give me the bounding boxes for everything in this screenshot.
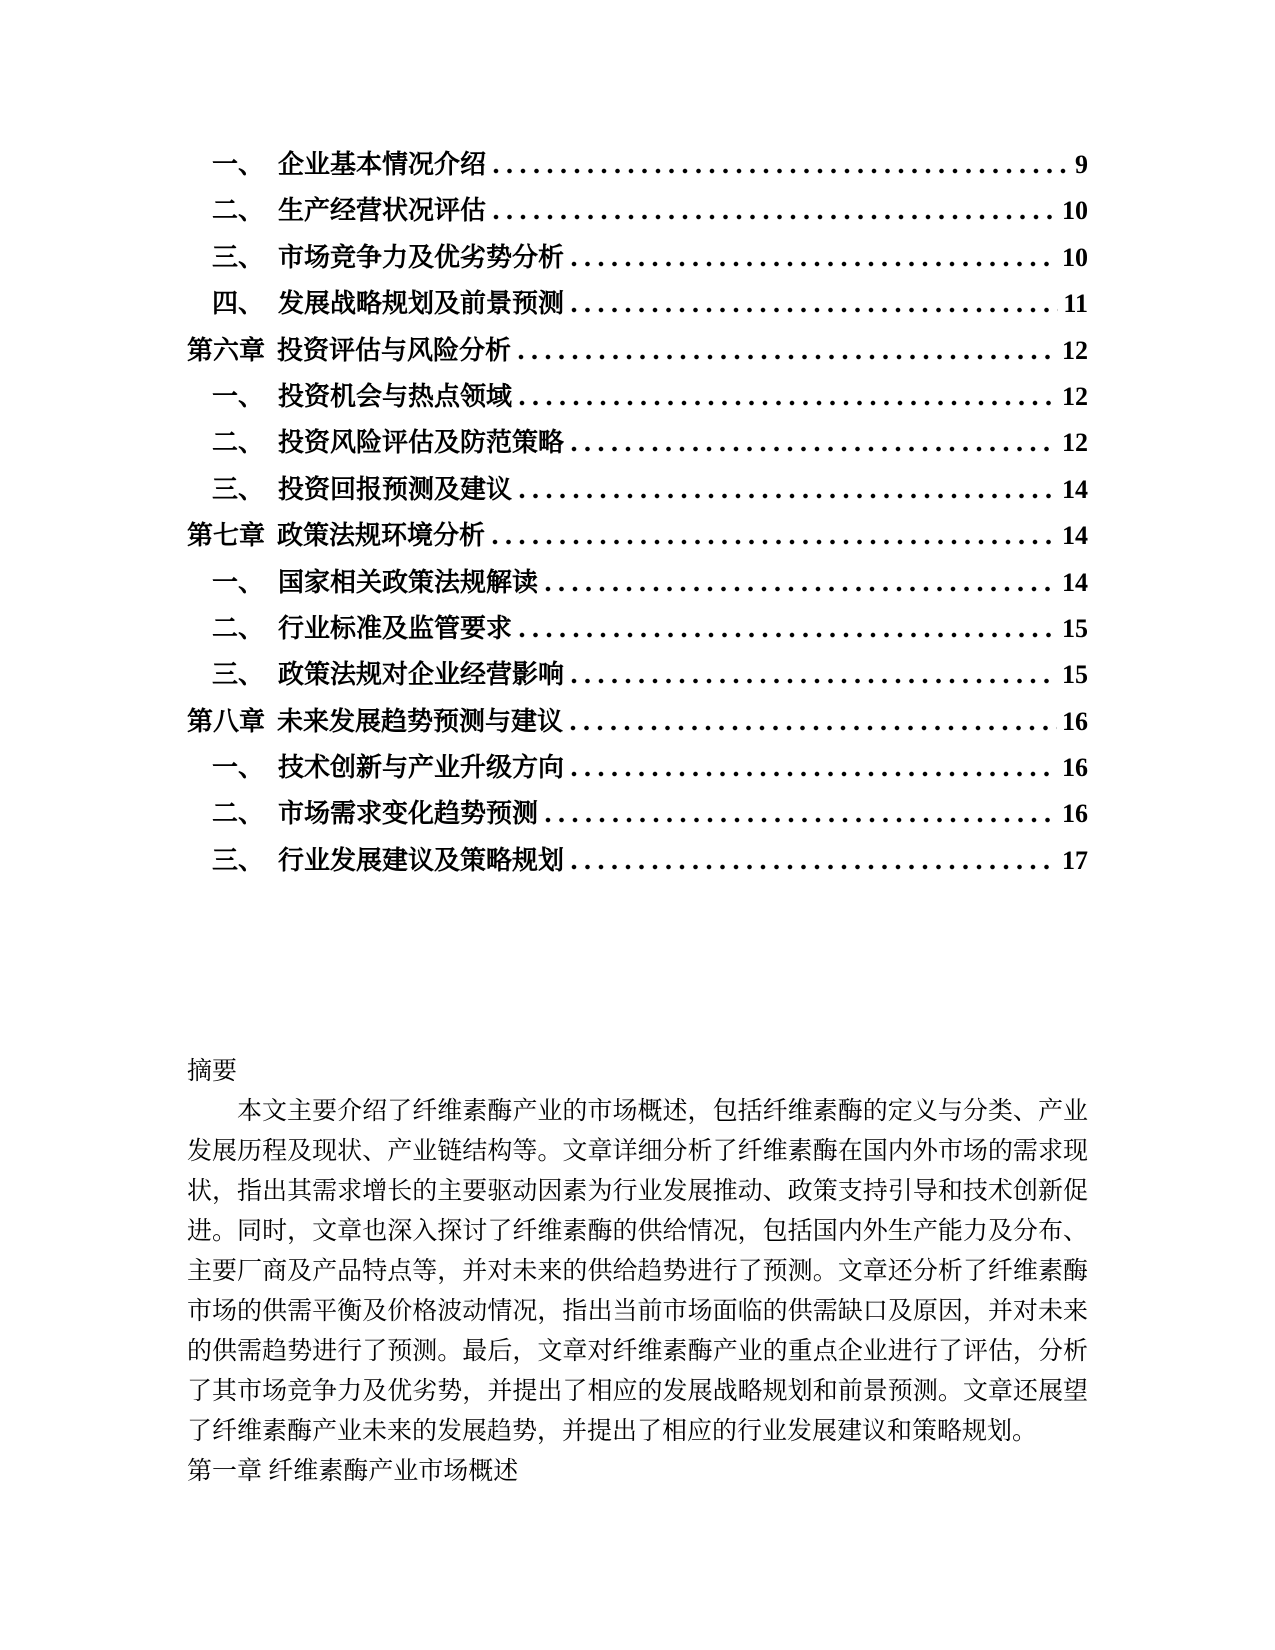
dot-leader — [516, 374, 1057, 420]
toc-entry-title: 生产经营状况评估 — [278, 196, 487, 226]
dot-leader — [490, 188, 1057, 234]
toc-entry-page: 11 — [1063, 289, 1088, 319]
toc-entry[interactable] — [187, 652, 1088, 698]
toc-entry-title: 行业标准及监管要求 — [278, 613, 513, 643]
dot-leader — [515, 328, 1057, 374]
toc-entry-title: 政策法规环境分析 — [277, 521, 486, 551]
toc-entry[interactable] — [187, 606, 1088, 652]
dot-leader — [568, 745, 1057, 791]
toc-entry-number: 四、 — [212, 289, 265, 319]
dot-leader — [542, 791, 1057, 837]
toc-entry-page: 14 — [1062, 567, 1088, 597]
dot-leader — [568, 420, 1057, 466]
toc-entry-number: 二、 — [212, 428, 265, 458]
toc-entry-title: 投资评估与风险分析 — [277, 335, 512, 365]
toc-entry[interactable] — [187, 142, 1088, 188]
dot-leader — [568, 838, 1057, 884]
dot-leader — [568, 652, 1057, 698]
toc-entry[interactable] — [187, 281, 1088, 327]
toc-entry-number: 三、 — [212, 242, 265, 272]
page-content — [187, 0, 1088, 1492]
dot-leader — [516, 467, 1057, 513]
dot-leader — [542, 560, 1057, 606]
toc-entry-title: 市场竞争力及优劣势分析 — [278, 242, 565, 272]
toc-entry-title: 投资风险评估及防范策略 — [278, 428, 565, 458]
toc-entry-page: 15 — [1062, 613, 1088, 643]
abstract-section — [187, 1052, 1088, 1492]
toc-entry-number: 三、 — [212, 845, 265, 875]
toc-entry-number: 一、 — [212, 150, 265, 179]
toc-entry-title: 投资机会与热点领域 — [278, 381, 513, 411]
toc-entry-page: 15 — [1062, 660, 1088, 690]
toc-entry-page: 14 — [1062, 474, 1088, 504]
toc-entry-page: 16 — [1062, 799, 1088, 829]
toc-entry-number: 第八章 — [187, 706, 266, 736]
toc-entry-number: 第六章 — [187, 335, 266, 365]
toc-entry[interactable] — [187, 467, 1088, 513]
toc-entry-page: 9 — [1075, 150, 1088, 179]
toc-entry-title: 政策法规对企业经营影响 — [278, 660, 565, 690]
toc-entry-number: 二、 — [212, 196, 265, 226]
toc-entry-title: 企业基本情况介绍 — [278, 150, 487, 179]
toc-entry[interactable] — [187, 560, 1088, 606]
dot-leader — [489, 513, 1057, 559]
dot-leader — [568, 281, 1058, 327]
chapter-one-heading: 第一章 纤维素酶产业市场概述 — [187, 1458, 519, 1486]
toc-entry-number: 二、 — [212, 613, 265, 643]
toc-entry-page: 16 — [1062, 753, 1088, 783]
toc-entry-page: 12 — [1062, 335, 1088, 365]
toc-entry-page: 12 — [1062, 428, 1088, 458]
toc-entry-number: 三、 — [212, 474, 265, 504]
toc-entry-title: 发展战略规划及前景预测 — [278, 289, 565, 319]
toc-entry-title: 行业发展建议及策略规划 — [278, 845, 565, 875]
dot-leader — [490, 142, 1070, 188]
toc-entry-number: 二、 — [212, 799, 265, 829]
toc-entry[interactable] — [187, 513, 1088, 559]
toc-entry-title: 市场需求变化趋势预测 — [278, 799, 539, 829]
toc-entry-page: 14 — [1062, 521, 1088, 551]
dot-leader — [516, 606, 1057, 652]
toc-entry-page: 17 — [1062, 845, 1088, 875]
toc-entry-page: 10 — [1062, 196, 1088, 226]
toc-entry-page: 16 — [1062, 706, 1088, 736]
toc-entry[interactable] — [187, 188, 1088, 234]
toc-entry-number: 第七章 — [187, 521, 266, 551]
toc-entry[interactable] — [187, 374, 1088, 420]
toc-entry-number: 一、 — [212, 381, 265, 411]
toc-entry-title: 投资回报预测及建议 — [278, 474, 513, 504]
toc-entry-title: 未来发展趋势预测与建议 — [277, 706, 564, 736]
toc-entry[interactable] — [187, 328, 1088, 374]
toc-entry[interactable] — [187, 699, 1088, 745]
toc-entry-number: 三、 — [212, 660, 265, 690]
dot-leader — [567, 699, 1057, 745]
toc-entry-title: 国家相关政策法规解读 — [278, 567, 539, 597]
toc — [187, 0, 1088, 884]
toc-entry-page: 12 — [1062, 381, 1088, 411]
dot-leader — [568, 235, 1057, 281]
toc-entry-page: 10 — [1062, 242, 1088, 272]
toc-entry[interactable] — [187, 791, 1088, 837]
toc-entry-title: 技术创新与产业升级方向 — [278, 753, 565, 783]
toc-entry[interactable] — [187, 420, 1088, 466]
toc-entry[interactable] — [187, 745, 1088, 791]
toc-entry-number: 一、 — [212, 567, 265, 597]
toc-entry[interactable] — [187, 235, 1088, 281]
toc-entry[interactable] — [187, 838, 1088, 884]
abstract-body: 本文主要介绍了纤维素酶产业的市场概述，包括纤维素酶的定义与分类、产业发展历程及现状、产业链结构等。文章详细分析了纤维素酶在国内外市场的需求现状，指出其需求增长的主要驱动因素为行业发展推动、政策支持引导和技术创新促进。同时，文章也深入探讨了纤维素酶的供给情况，包括国内外生产能力及分布、主要厂商及产品特点等，并对未来的供给趋势进行了预测。文章还分析了纤维素酶市场的供需平衡及价格波动情况，指出当前市场面临的供需缺口及原因，并对未来的供需趋势进行了预测。最后，文章对纤维素酶产业的重点企业进行了评估，分析了其市场竞争力及优劣势，并提出了相应的发展战略规划和前景预测。文章还展望了纤维素酶产业未来的发展趋势，并提出了相应的行业发展建议和策略规划。 — [187, 1098, 1088, 1446]
abstract-heading: 摘要 — [187, 1058, 238, 1086]
toc-entry-number: 一、 — [212, 753, 265, 783]
